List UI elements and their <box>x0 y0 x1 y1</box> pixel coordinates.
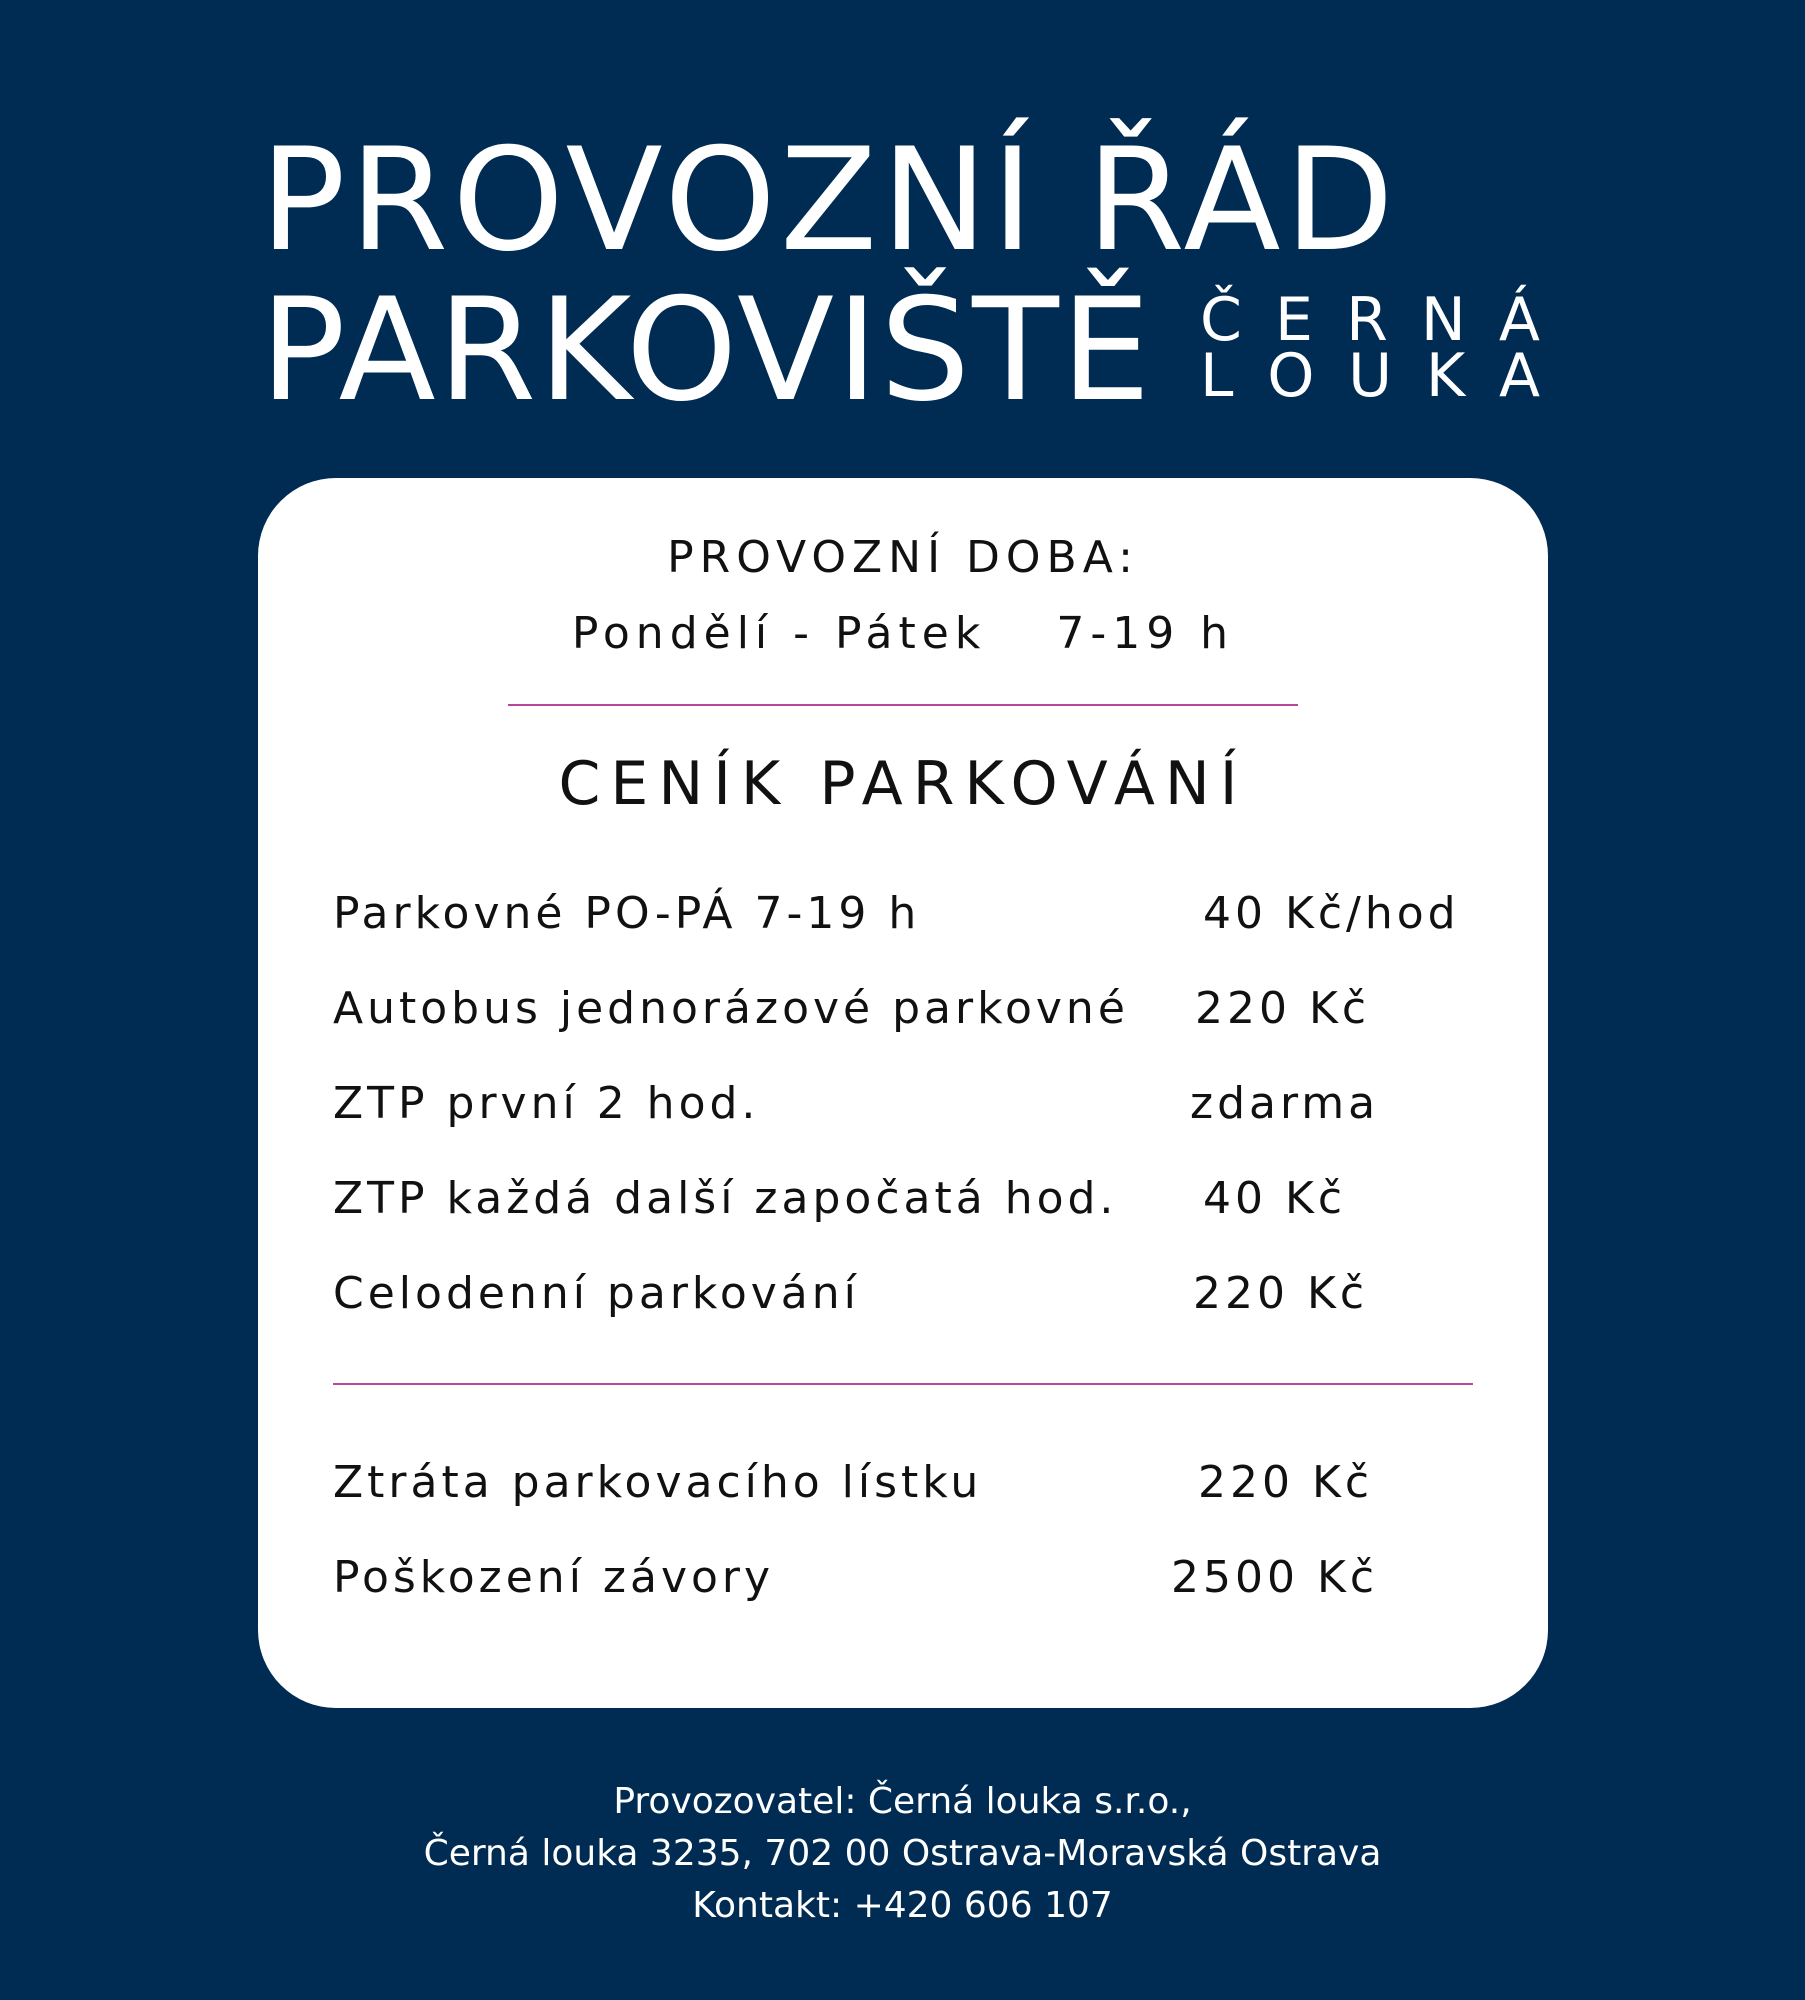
divider <box>508 704 1298 706</box>
price-row <box>333 888 1473 952</box>
footer <box>0 1776 1805 1932</box>
price-row <box>333 1268 1473 1332</box>
address-text: Černá louka 3235, 702 00 Ostrava-Moravská Ostrava <box>423 1833 1382 1874</box>
page-title-line-1: PROVOZNÍ ŘÁD <box>260 118 1398 283</box>
price-value: 220 Kč <box>1195 983 1371 1034</box>
brand-letter: N <box>1420 285 1466 355</box>
penalty-row <box>333 1457 1473 1521</box>
brand-letter: U <box>1348 341 1393 411</box>
brand-letter: R <box>1346 285 1388 355</box>
penalty-value: 2500 Kč <box>1171 1552 1379 1603</box>
price-value: 40 Kč/hod <box>1203 888 1460 939</box>
brand-name-line-2 <box>1200 341 1540 411</box>
price-label: Celodenní parkování <box>333 1268 860 1319</box>
opening-days: Pondělí - Pátek <box>571 608 987 659</box>
price-row <box>333 1078 1473 1142</box>
penalty-label: Ztráta parkovacího lístku <box>333 1457 983 1508</box>
brand-letter: Č <box>1200 285 1242 355</box>
price-label: ZTP každá další započatá hod. <box>333 1173 1118 1224</box>
price-value: 220 Kč <box>1193 1268 1369 1319</box>
operator-text: Provozovatel: Černá louka s.r.o., <box>613 1781 1192 1822</box>
price-row <box>333 983 1473 1047</box>
price-value: 40 Kč <box>1203 1173 1347 1224</box>
price-label: Parkovné PO-PÁ 7-19 h <box>333 888 921 939</box>
brand-letter: A <box>1498 341 1540 411</box>
penalty-row <box>333 1552 1473 1616</box>
info-card <box>258 478 1548 1708</box>
brand-letter: L <box>1200 341 1234 411</box>
brand-letter: E <box>1275 285 1313 355</box>
penalty-label: Poškození závory <box>333 1552 775 1603</box>
price-label: Autobus jednorázové parkovné <box>333 983 1129 1034</box>
penalty-value: 220 Kč <box>1198 1457 1374 1508</box>
contact-text: Kontakt: +420 606 107 <box>692 1885 1113 1926</box>
divider <box>333 1383 1473 1385</box>
price-label: ZTP první 2 hod. <box>333 1078 760 1129</box>
brand-letter: K <box>1425 341 1466 411</box>
opening-hours-heading: PROVOZNÍ DOBA: <box>667 532 1139 583</box>
opening-time: 7-19 h <box>1056 608 1235 659</box>
price-value: zdarma <box>1190 1078 1380 1129</box>
price-row <box>333 1173 1473 1237</box>
opening-hours-row <box>258 608 1548 659</box>
brand-letter: Á <box>1498 285 1540 355</box>
page-title-line-2: PARKOVIŠTĚ <box>260 268 1153 433</box>
pricing-heading: CENÍK PARKOVÁNÍ <box>558 749 1248 819</box>
brand-letter: O <box>1267 341 1315 411</box>
